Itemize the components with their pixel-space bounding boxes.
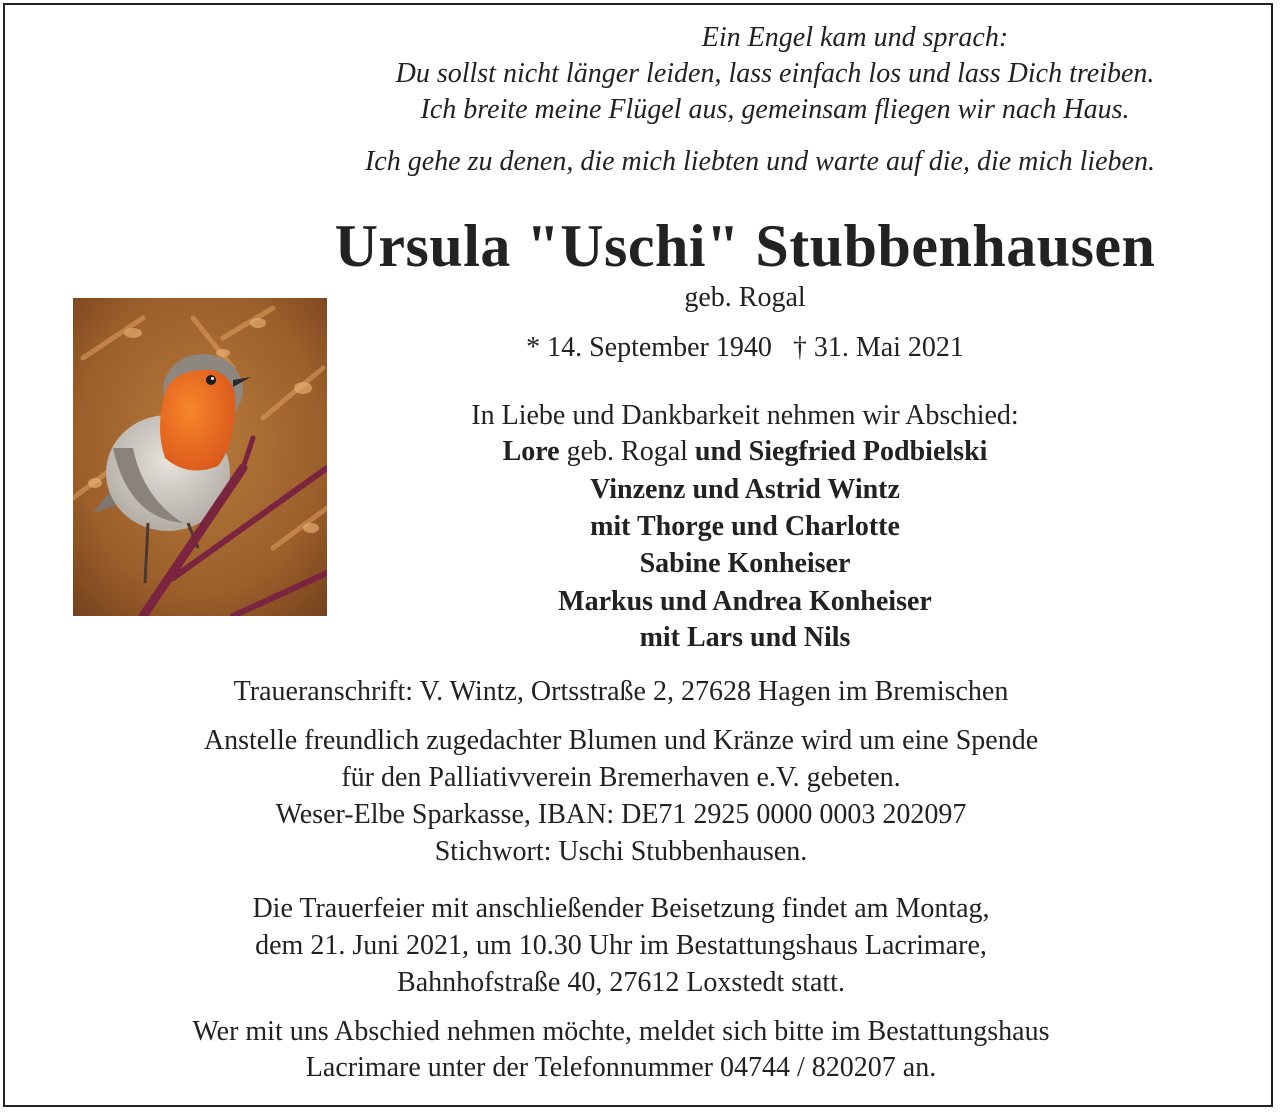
- mourners-line-5: Markus und Andrea Konheiser: [558, 586, 932, 617]
- ceremony-line-2: dem 21. Juni 2021, um 10.30 Uhr im Bestattungshaus Lacrimare,: [255, 930, 987, 961]
- maiden-name: geb. Rogal: [684, 282, 806, 313]
- donation-keyword: Stichwort: Uschi Stubbenhausen.: [434, 836, 808, 867]
- poem-line-1: Ein Engel kam und sprach:: [701, 22, 1009, 53]
- mourner-name-lore: Lore: [502, 436, 560, 467]
- mourners-line-4: Sabine Konheiser: [639, 548, 851, 579]
- poem-line-4: Ich gehe zu denen, die mich liebten und warte auf die, die mich lieben.: [364, 146, 1155, 177]
- poem-line-3: Ich breite meine Flügel aus, gemeinsam fliegen wir nach Haus.: [420, 94, 1130, 125]
- mourner-name-siegfried: und Siegfried Podbielski: [694, 436, 988, 467]
- mourner-maiden-name: geb. Rogal: [559, 436, 695, 467]
- contact-line-1: Wer mit uns Abschied nehmen möchte, meldet sich bitte im Bestattungshaus: [192, 1016, 1050, 1047]
- donation-bank-details: Weser-Elbe Sparkasse, IBAN: DE71 2925 0000 0003 202097: [275, 799, 967, 830]
- mourners-line-6: mit Lars und Nils: [639, 622, 851, 653]
- mourners-line-3: mit Thorge und Charlotte: [590, 511, 900, 542]
- deceased-name: Ursula "Uschi" Stubbenhausen: [334, 213, 1156, 279]
- life-dates: * 14. September 1940 † 31. Mai 2021: [526, 332, 964, 363]
- poem-line-2: Du sollst nicht länger leiden, lass einfach los und lass Dich treiben.: [395, 58, 1155, 89]
- ceremony-line-3: Bahnhofstraße 40, 27612 Loxstedt statt.: [397, 967, 845, 998]
- donation-line-1: Anstelle freundlich zugedachter Blumen und Kränze wird um eine Spende: [203, 725, 1039, 756]
- donation-line-2: für den Palliativverein Bremerhaven e.V. gebeten.: [341, 762, 901, 793]
- contact-line-2: Lacrimare unter der Telefonnummer 04744 / 820207 an.: [305, 1052, 937, 1083]
- mourning-address: Traueranschrift: V. Wintz, Ortsstraße 2, 27628 Hagen im Bremischen: [233, 676, 1009, 707]
- mourners-intro: In Liebe und Dankbarkeit nehmen wir Abschied:: [471, 400, 1019, 431]
- ceremony-line-1: Die Trauerfeier mit anschließender Beisetzung findet am Montag,: [252, 893, 990, 924]
- mourners-line-2: Vinzenz und Astrid Wintz: [590, 474, 900, 505]
- mourners-line-1: [245, 436, 1245, 468]
- obituary-notice: [3, 3, 1273, 1107]
